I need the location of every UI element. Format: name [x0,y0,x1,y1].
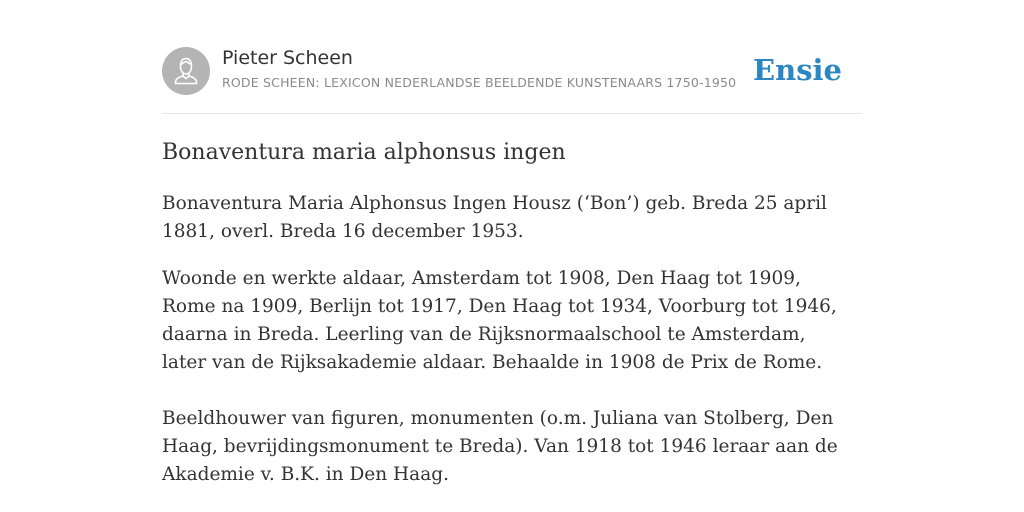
article-paragraph-3: Beeldhouwer van figuren, monumenten (o.m. Juliana van Stolberg, Den Haag, bevrijdingsmonument te Breda). Van 1918 tot 1946 leraar aan de Akademie v. B.K. in Den Haag. [162,408,838,485]
user-silhouette-icon [162,47,210,95]
page-title: Bonaventura maria alphonsus ingen [162,140,566,165]
article-paragraph-2: Woonde en werkte aldaar, Amsterdam tot 1908, Den Haag tot 1909, Rome na 1909, Berlijn tot 1917, Den Haag tot 1934, Voorburg tot 1946, daarna in Breda. Leerling van de Rijksnormaalschool te Amsterdam, later van de Rijksakademie aldaar. Behaalde in 1908 de Prix de Rome. [162,268,837,373]
ensie-logo[interactable]: Ensie [753,53,842,87]
article-paragraph-1: Bonaventura Maria Alphonsus Ingen Housz (‘Bon’) geb. Breda 25 april 1881, overl. Breda 16 december 1953. [162,193,827,242]
header-divider [162,113,862,114]
avatar[interactable] [162,47,210,95]
source-title[interactable]: RODE SCHEEN: LEXICON NEDERLANDSE BEELDENDE KUNSTENAARS 1750-1950 [222,75,737,90]
author-header [162,46,862,96]
author-name[interactable]: Pieter Scheen [222,47,353,69]
